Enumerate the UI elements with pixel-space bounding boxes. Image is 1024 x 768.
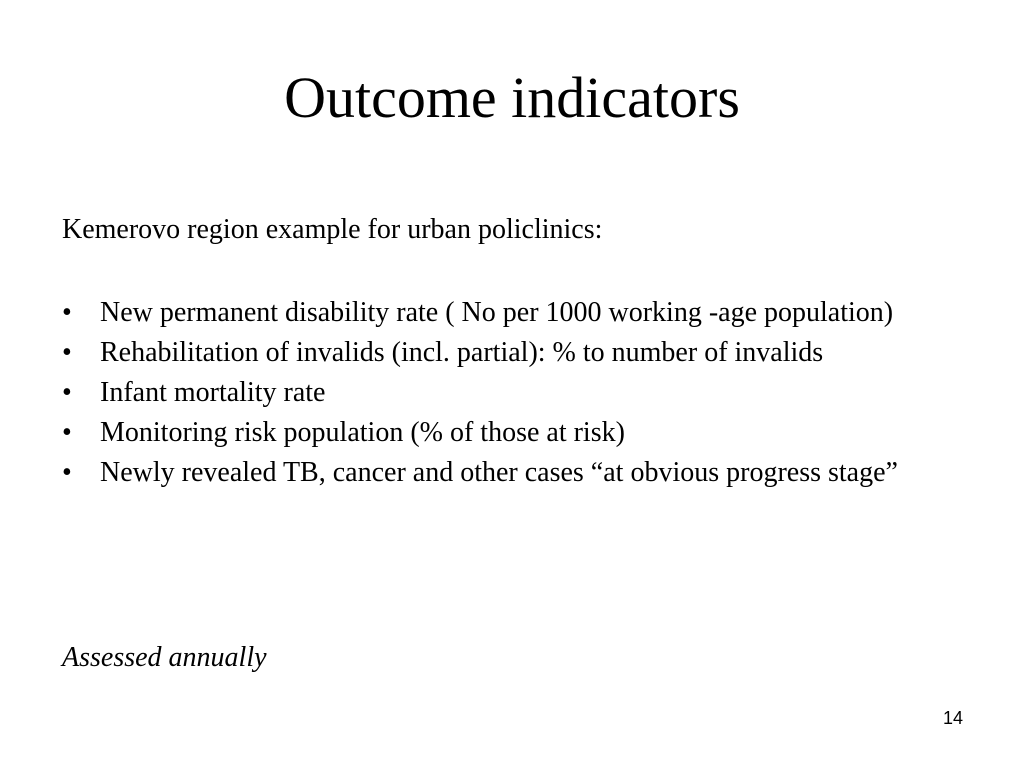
bullet-text: Monitoring risk population (% of those at risk) <box>100 417 625 448</box>
bullet-icon: • <box>62 337 72 368</box>
bullet-item <box>62 376 942 409</box>
page-number: 14 <box>942 708 963 728</box>
bullet-item <box>62 416 942 449</box>
bullet-list <box>62 296 942 496</box>
intro-text: Kemerovo region example for urban policlinics: <box>62 214 603 245</box>
slide-title: Outcome indicators <box>284 65 740 130</box>
bullet-item <box>62 456 942 489</box>
bullet-text: Rehabilitation of invalids (incl. partial): % to number of invalids <box>100 337 824 368</box>
closing-note: Assessed annually <box>62 642 267 673</box>
bullet-text: Infant mortality rate <box>100 377 326 408</box>
bullet-icon: • <box>62 457 72 488</box>
bullet-icon: • <box>62 417 72 448</box>
bullet-icon: • <box>62 377 72 408</box>
bullet-item <box>62 296 942 329</box>
bullet-text: New permanent disability rate ( No per 1000 working -age population) <box>100 297 894 328</box>
bullet-icon: • <box>62 297 72 328</box>
bullet-text: Newly revealed TB, cancer and other cases “at obvious progress stage” <box>100 457 898 488</box>
bullet-item <box>62 336 942 369</box>
